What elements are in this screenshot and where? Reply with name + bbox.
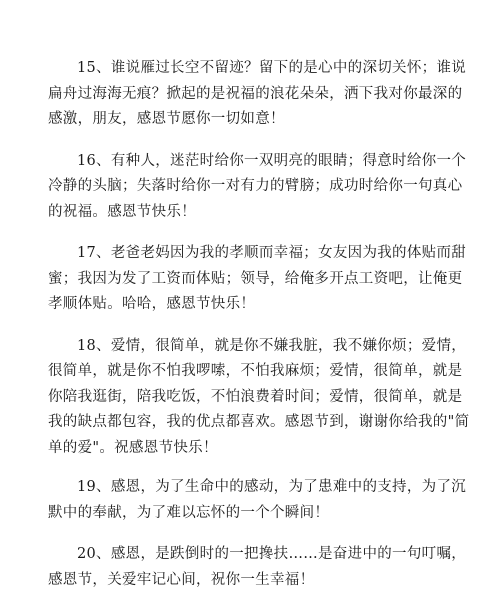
paragraph-15: 15、谁说雁过长空不留迹？留下的是心中的深切关怀；谁说扁舟过海海无痕？掀起的是祝福的浪花朵朵，洒下我对你最深的感激，朋友，感恩节愿你一切如意！ (48, 60, 467, 127)
paragraph-17: 17、老爸老妈因为我的孝顺而幸福；女友因为我的体贴而甜蜜；我因为发了工资而体贴；领导，给俺多开点工资吧，让俺更孝顺体贴。哈哈，感恩节快乐！ (48, 245, 467, 312)
paragraph-16: 16、有种人，迷茫时给你一双明亮的眼睛；得意时给你一个冷静的头脑；失落时给你一对有力的臂膀；成功时给你一句真心的祝福。感恩节快乐！ (48, 152, 467, 220)
paragraph-20: 20、感恩，是跌倒时的一把搀扶……是奋进中的一句叮嘱，感恩节，关爱牢记心间，祝你一生幸福！ (48, 546, 467, 588)
document-body (48, 56, 474, 593)
paragraph-19: 19、感恩，为了生命中的感动，为了患难中的支持，为了沉默中的奉献，为了难以忘怀的一个个瞬间！ (48, 479, 467, 521)
paragraph-18: 18、爱情，很简单，就是你不嫌我脏，我不嫌你烦；爱情，很简单，就是你不怕我啰嗦，不怕我麻烦；爱情，很简单，就是你陪我逛街，陪我吃饭，不怕浪费着时间；爱情，很简单，就是我的缺点都包容，我的优点都喜欢。感恩节到，谢谢你给我的"简单的爱"。祝感恩节快乐！ (48, 337, 470, 456)
